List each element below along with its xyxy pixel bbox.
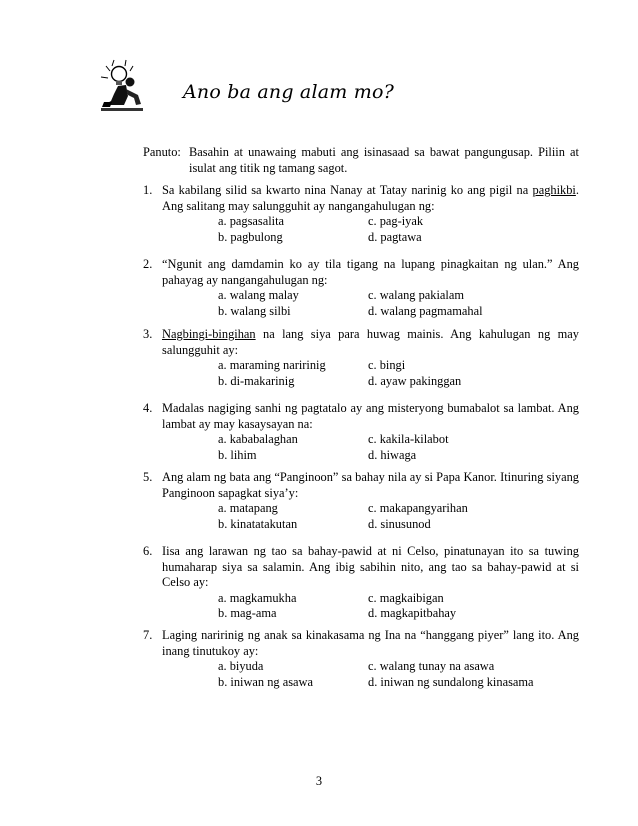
option-c: c. walang tunay na asawa (368, 659, 495, 673)
option-a: a. kababalaghan (218, 432, 298, 446)
option-d: d. pagtawa (368, 229, 422, 244)
option-b: b. walang silbi (218, 303, 291, 318)
question-text: “Ngunit ang damdamin ko ay tila tigang na lupang pinagkaitan ng ulan.” Ang pahayag ay nangangahulugan ng: (162, 257, 579, 287)
question-5 (143, 470, 579, 532)
instructions-text: Basahin at unawaing mabuti ang isinasaad sa bawat pangungusap. Piliin at isulat ang titik ng tamang sagot. (189, 145, 579, 175)
option-c: c. kakila-kilabot (368, 432, 449, 446)
question-2 (143, 257, 579, 319)
underlined-word: Nagbingi-bingihan (162, 327, 256, 341)
question-3 (143, 327, 579, 389)
option-b: b. iniwan ng asawa (218, 674, 313, 689)
question-7 (143, 628, 579, 690)
answer-options (218, 501, 579, 532)
page-number: 3 (315, 774, 323, 788)
option-c: c. bingi (368, 358, 406, 372)
answer-options (218, 214, 579, 245)
option-b: b. pagbulong (218, 229, 283, 244)
instructions-label: Panuto: (143, 145, 181, 159)
option-d: d. sinusunod (368, 516, 431, 531)
question-number: 7. (143, 628, 153, 642)
instructions (143, 144, 579, 176)
answer-options (218, 288, 579, 319)
option-d: d. magkapitbahay (368, 606, 457, 620)
option-a: a. walang malay (218, 288, 299, 302)
question-text: Iisa ang larawan ng tao sa bahay-pawid at ni Celso, pinatunayan ito sa tuwing humaharap siya sa salamin. Ang ibig sabihin nito, ang tao sa bahay-pawid at si Celso ay: (162, 544, 579, 589)
answer-options (218, 432, 579, 463)
option-a: a. biyuda (218, 659, 264, 673)
answer-options (218, 659, 579, 690)
question-4 (143, 401, 579, 463)
option-b: b. mag-ama (218, 606, 277, 620)
option-b: b. lihim (218, 447, 257, 462)
question-text: Madalas nagiging sanhi ng pagtatalo ay ang misteryong bumabalot sa lambat. Ang lambat ay may kasaysayan na: (162, 401, 579, 431)
option-d: d. ayaw pakinggan (368, 373, 462, 388)
answer-options (218, 358, 579, 389)
question-number: 6. (143, 544, 153, 558)
option-d: d. iniwan ng sundalong kinasama (368, 674, 534, 689)
option-d: d. hiwaga (368, 447, 417, 462)
option-a: a. pagsasalita (218, 214, 285, 228)
option-a: a. magkamukha (218, 590, 297, 605)
page-title: Ano ba ang alam mo? (183, 81, 394, 103)
option-b: b. kinatatakutan (218, 516, 298, 531)
option-a: a. matapang (218, 501, 278, 515)
thinking-person-lightbulb-icon (100, 58, 144, 112)
question-number: 4. (143, 401, 153, 415)
answer-options (218, 591, 579, 622)
question-number: 5. (143, 470, 153, 484)
option-d: d. walang pagmamahal (368, 303, 483, 318)
option-a: a. maraming naririnig (218, 358, 326, 372)
question-text: Nagbingi-bingihan na lang siya para huwag mainis. Ang kahulugan ng may salungguhit ay: (162, 327, 579, 357)
option-c: c. magkaibigan (368, 590, 444, 605)
underlined-word: paghikbi (532, 183, 576, 197)
option-b: b. di-makarinig (218, 373, 295, 388)
option-c: c. pag-iyak (368, 214, 424, 228)
question-number: 1. (143, 183, 153, 197)
question-number: 3. (143, 327, 153, 341)
option-c: c. walang pakialam (368, 288, 464, 302)
question-text: Ang alam ng bata ang “Panginoon” sa bahay nila ay si Papa Kanor. Itinuring siyang Panginoon sapagkat siya’y: (162, 470, 579, 500)
question-text: Sa kabilang silid sa kwarto nina Nanay at Tatay narinig ko ang pigil na paghikbi. Ang salitang may salungguhit ay nangangahulugan ng: (162, 183, 579, 213)
question-text: Laging naririnig ng anak sa kinakasama ng Ina na “hanggang piyer” lang ito. Ang inang tinutukoy ay: (162, 628, 579, 658)
question-1 (143, 183, 579, 245)
question-number: 2. (143, 257, 153, 271)
question-6 (143, 544, 579, 622)
option-c: c. makapangyarihan (368, 501, 468, 515)
